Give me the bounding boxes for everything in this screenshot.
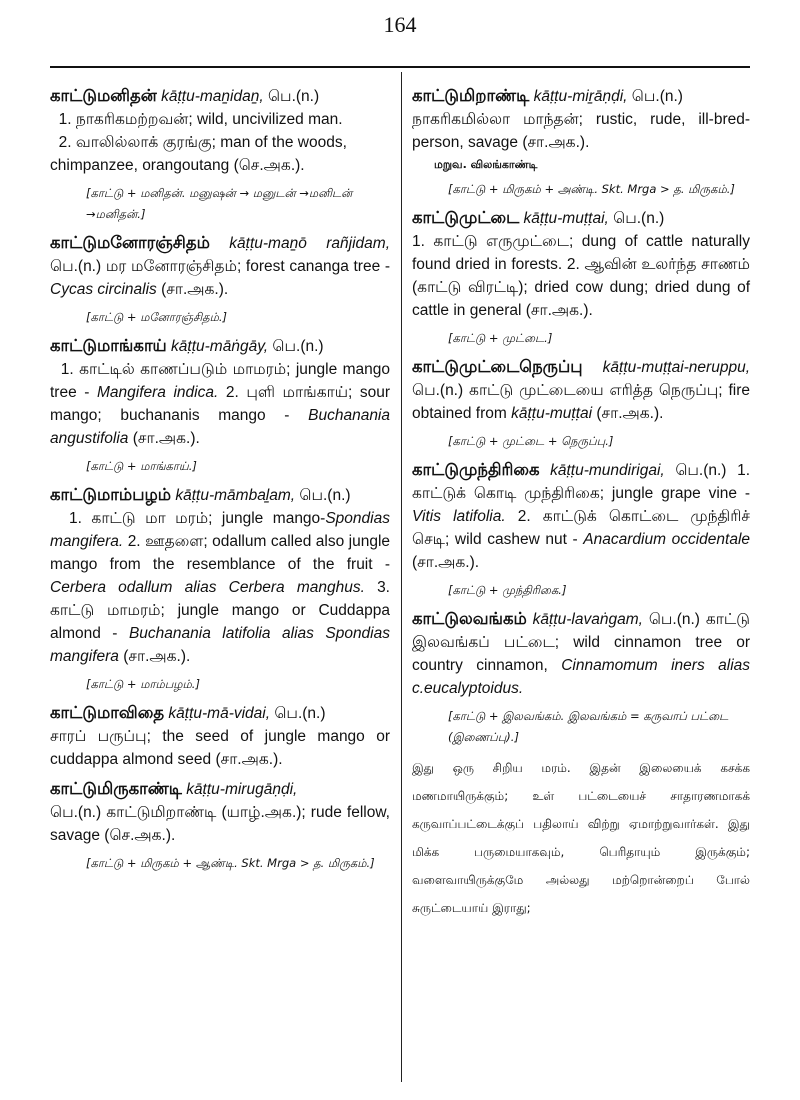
english-gloss: jungle mango tree - <box>50 361 391 401</box>
source-ref: (சா.அக.). <box>412 554 480 571</box>
part-of-speech: பெ.(n.) <box>267 88 320 105</box>
scientific-name: Buchanania angustifolia <box>50 407 390 447</box>
entry-body <box>412 355 750 425</box>
entry-body <box>412 84 750 154</box>
tamil-gloss: காட்டுக் கொட்டை முந்திரிச் செடி; <box>412 508 750 548</box>
dictionary-entry <box>412 206 750 349</box>
entry-body <box>50 84 390 177</box>
scientific-name: Cerbera odallum alias Cerbera manghus. <box>50 579 365 596</box>
english-gloss: jungle grape vine - <box>611 485 750 502</box>
sense-number: 1. <box>68 510 82 527</box>
tamil-gloss: காட்டில் காணப்படும் மாமரம்; <box>79 361 291 378</box>
transliteration: kāṭṭu-mirugāṇḍi, <box>186 781 298 798</box>
page-number: 164 <box>383 12 417 37</box>
etymology: [காட்டு + மாம்பழம்.] <box>86 677 200 691</box>
scientific-name: Anacardium occidentale <box>583 531 751 548</box>
sense-number: 2. <box>517 508 531 525</box>
tamil-gloss: நாகரிகமில்லா மாந்தன்; <box>412 111 583 128</box>
tamil-gloss: காட்டு இலவங்கப் பட்டை; <box>412 611 751 651</box>
tamil-gloss: புளி மாங்காய்; <box>246 384 353 401</box>
descriptive-note: இது ஒரு சிறிய மரம். இதன் இலையைக் கசக்க மணமாயிருக்கும்; உள் பட்டையைச் சாதாரணமாகக் கருவாப்பட்டைக்குப் பதிலாய் விற்று ஏமாற்றுவார்கள். இது மிக்க பருமையாகவும், பெரிதாயும் இருக்கும்; வளைவாயிருக்குமே அல்லது மற்றொன்றைப் போல் சுருட்டையாய் இராது; <box>412 761 750 915</box>
dictionary-entry <box>412 458 750 601</box>
entry-body <box>412 607 750 700</box>
tamil-gloss: ஊதளை; <box>145 533 208 550</box>
english-gloss: forest cananga tree - <box>245 258 391 275</box>
dictionary-entry <box>412 355 750 452</box>
scientific-name: Buchanania latifolia alias Spondias mangifera <box>50 625 390 665</box>
headword: காட்டுமனிதன் <box>50 86 157 105</box>
entry-body <box>50 701 390 771</box>
english-gloss: the seed of jungle mango or cuddappa almond seed <box>50 728 390 768</box>
scientific-name: Spondias mangifera. <box>50 510 390 550</box>
dictionary-entry <box>50 777 390 874</box>
source-ref: (சா.அக.). <box>215 751 283 768</box>
source-ref: (சா.அக.). <box>596 405 664 422</box>
transliteration: kāṭṭu-miṟāṇḍi, <box>533 88 628 105</box>
etymology: [காட்டு + மிருகம் + அண்டி. Skt. Mrga > த. மிருகம்.] <box>448 182 735 196</box>
headword: காட்டுமிறாண்டி <box>412 86 530 105</box>
source-ref: (சா.அக.). <box>132 430 200 447</box>
source-ref: (சா.அக.). <box>525 302 593 319</box>
source-ref: (செ.அக.). <box>104 827 176 844</box>
sense-number: 3. <box>377 579 390 596</box>
english-gloss: wild cashew nut - <box>454 531 578 548</box>
dictionary-entry <box>50 701 390 771</box>
part-of-speech: பெ.(n.) <box>631 88 683 105</box>
tamil-gloss: காட்டு மா மரம்; <box>91 510 213 527</box>
transliteration: kāṭṭu-mundirigai, <box>550 462 665 479</box>
etymology: [காட்டு + மாங்காய்.] <box>86 459 197 473</box>
transliteration: kāṭṭu-muṭṭai, <box>523 210 609 227</box>
part-of-speech: பெ.(n.) <box>50 804 102 821</box>
etymology: [காட்டு + இலவங்கம். இலவங்கம் = கருவாப் பட்டை (இணைப்பு).] <box>448 709 729 744</box>
english-gloss: jungle mango- <box>221 510 326 527</box>
english-gloss: wild, uncivilized man. <box>196 111 343 128</box>
sense-number: 1. <box>412 233 425 250</box>
source-ref: (யாழ்.அக.); <box>221 804 306 821</box>
part-of-speech: பெ.(n.) <box>50 258 102 275</box>
english-gloss: fire obtained from <box>412 382 751 422</box>
part-of-speech: பெ.(n.) <box>412 382 464 399</box>
tamil-gloss: வாலில்லாக் குரங்கு; <box>75 134 216 151</box>
source-ref: (சா.அக.). <box>522 134 590 151</box>
entry-body <box>50 231 390 301</box>
part-of-speech: பெ.(n.) <box>675 462 727 479</box>
tamil-gloss: காட்டு முட்டையை எரித்த நெருப்பு; <box>469 382 723 399</box>
tamil-gloss: நாகரிகமற்றவன்; <box>75 111 193 128</box>
part-of-speech: பெ.(n.) <box>272 338 324 355</box>
english-gloss: odallum called also jungle mango from the resemblance of the fruit - <box>50 533 391 573</box>
transliteration: kāṭṭu-muṭṭai <box>511 405 593 422</box>
tamil-gloss: காட்டுக் கொடி முந்திரிகை; <box>412 485 605 502</box>
entry-body <box>412 206 750 322</box>
sense-number: 1. <box>58 111 72 128</box>
tamil-gloss: மர மனோரஞ்சிதம்; <box>105 258 242 275</box>
dictionary-entry <box>50 231 390 328</box>
source-ref: (செ.அக.). <box>233 157 305 174</box>
transliteration: kāṭṭu-maṉō rañjidam, <box>229 235 390 252</box>
transliteration: kāṭṭu-lavaṅgam, <box>532 611 643 628</box>
headword: காட்டுலவங்கம் <box>412 609 527 628</box>
tamil-gloss: காட்டுமிறாண்டி <box>106 804 217 821</box>
transliteration: kāṭṭu-maṉidaṉ, <box>161 88 264 105</box>
etymology: [காட்டு + மனிதன். மனுஷன் → மனுடன் →மனிடன் →மனிதன்.] <box>86 186 353 221</box>
headword: காட்டுமுட்டை <box>412 208 520 227</box>
transliteration: kāṭṭu-mā-vidai, <box>168 705 271 722</box>
part-of-speech: பெ.(n.) <box>274 705 326 722</box>
dictionary-entry <box>50 483 390 695</box>
headword: காட்டுமாம்பழம் <box>50 485 172 504</box>
etymology: [காட்டு + முட்டை + நெருப்பு.] <box>448 434 614 448</box>
scientific-name: Vitis latifolia. <box>412 508 506 525</box>
dictionary-entry <box>412 84 750 200</box>
dictionary-entry <box>50 334 390 477</box>
headword: காட்டுமுந்திரிகை <box>412 460 540 479</box>
entry-body <box>50 483 390 668</box>
synonym-note: மறுவ. விலங்காண்டி <box>434 158 538 171</box>
headword: காட்டுமிருகாண்டி <box>50 779 182 798</box>
part-of-speech: பெ.(n.) <box>613 210 665 227</box>
part-of-speech: பெ.(n.) <box>299 487 351 504</box>
scientific-name: Cycas circinalis <box>50 281 157 298</box>
transliteration: kāṭṭu-muṭṭai-neruppu, <box>602 359 750 376</box>
dictionary-entry <box>50 84 390 225</box>
headword: காட்டுமனோரஞ்சிதம் <box>50 233 210 252</box>
english-gloss: dried cow dung; dried dung of cattle in general <box>412 279 751 319</box>
etymology: [காட்டு + முந்திரிகை.] <box>448 583 567 597</box>
english-gloss: wild cinnamon tree or country cinnamon, <box>412 634 750 674</box>
entry-body <box>412 458 750 574</box>
entry-body <box>50 334 390 450</box>
english-gloss: dung of cattle naturally found dried in forests. <box>412 233 750 273</box>
tamil-gloss: ஆவின் உலர்ந்த சாணம் (காட்டு விரட்டி); <box>412 256 750 296</box>
source-ref: (சா.அக.). <box>161 281 229 298</box>
sense-number: 2. <box>58 134 72 151</box>
english-gloss: rude fellow, savage <box>50 804 390 844</box>
headword: காட்டுமுட்டைநெருப்பு <box>412 357 583 376</box>
sense-number: 2. <box>127 533 141 550</box>
etymology: [காட்டு + மிருகம் + ஆண்டி. Skt. Mrga > த. மிருகம்.] <box>86 856 375 870</box>
english-gloss: jungle mango or Cuddappa almond - <box>50 602 390 642</box>
etymology: [காட்டு + மனோரஞ்சிதம்.] <box>86 310 227 324</box>
headword: காட்டுமாவிதை <box>50 703 165 722</box>
sense-number: 1. <box>60 361 74 378</box>
tamil-gloss: காட்டு மாமரம்; <box>50 602 165 619</box>
transliteration: kāṭṭu-māmbaḻam, <box>175 487 296 504</box>
header-rule <box>50 66 750 68</box>
part-of-speech: பெ.(n.) <box>648 611 700 628</box>
sense-number: 2. <box>225 384 239 401</box>
tamil-gloss: காட்டு எருமுட்டை; <box>433 233 574 250</box>
right-column <box>412 84 750 928</box>
scientific-name: Mangifera indica. <box>96 384 219 401</box>
english-gloss: man of the woods, chimpanzee, orangoutang <box>50 134 347 174</box>
entry-body <box>50 777 390 847</box>
dictionary-entry <box>412 607 750 922</box>
transliteration: kāṭṭu-māṅgāy, <box>171 338 269 355</box>
source-ref: (சா.அக.). <box>123 648 191 665</box>
sense-number: 2. <box>566 256 580 273</box>
headword: காட்டுமாங்காய் <box>50 336 167 355</box>
tamil-gloss: சாரப் பருப்பு; <box>50 728 151 745</box>
scientific-name: Cinnamomum iners alias c.eucalyptoidus. <box>412 657 751 697</box>
etymology: [காட்டு + முட்டை.] <box>448 331 553 345</box>
column-divider <box>401 72 402 1082</box>
sense-number: 1. <box>737 462 751 479</box>
left-column <box>50 84 390 880</box>
english-gloss: sour mango; buchananis mango - <box>50 384 391 424</box>
english-gloss: rustic, rude, ill-bred-person, savage <box>412 111 751 151</box>
